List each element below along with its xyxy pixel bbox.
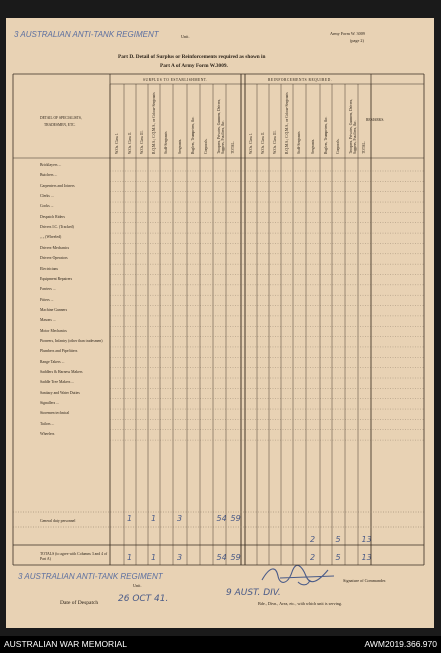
trade-row-label: Carpenters and Joiners [40, 183, 75, 188]
signature-label: Signature of Commander. [343, 578, 387, 583]
reinforcement-column-header: W.Os. Class II. [260, 131, 265, 154]
trade-row-label: Motor Mechanics [40, 328, 67, 333]
trade-row-label: Storemen technical [40, 411, 70, 416]
formation-label: Bde., Divn., Area, etc., with which unit is serving. [258, 601, 342, 606]
handwritten-entry: 54 [216, 553, 227, 562]
trade-row-label: Clerks ... [40, 194, 54, 199]
trade-row-label: Fitters ... [40, 297, 54, 302]
reinforcement-column-header: Troopers, Privates, Gunners, Drivers, Sappers, Fusiliers, &c. [349, 98, 357, 154]
trade-row-label: Drivers-Mechanics [40, 245, 70, 250]
trade-row-label: Farriers ... [40, 287, 56, 292]
trade-row-label: Signallers ... [40, 401, 59, 406]
trade-row-label: Drivers-Operators [40, 256, 68, 261]
handwritten-entry: 13 [361, 553, 372, 562]
trade-row-label: Equipment Repairers [40, 276, 73, 281]
form-title-line1: Part D. Detail of Surplus or Reinforcements required as shown in [118, 54, 266, 60]
reinforcement-column-header: R.Q.M.S.; C.Q.M.S., or Colour-Sergeants [284, 92, 289, 154]
reinforcement-column-header: Sergeants. [310, 138, 315, 154]
surplus-column-header: W.Os. Class II. [127, 131, 132, 154]
surplus-column-header: Troopers, Privates, Gunners, Drivers, Sappers, Fusiliers, &c. [217, 98, 225, 154]
trade-row-label: Saddlers & Harness Makers [40, 370, 83, 374]
surplus-group-header: SURPLUS TO ESTABLISHMENT. [143, 78, 208, 82]
handwritten-entry: 1 [151, 514, 157, 523]
footer-institution: AUSTRALIAN WAR MEMORIAL [4, 639, 127, 649]
trade-row-label: Plumbers and Pipefitters [40, 349, 78, 354]
reinforcement-column-header: Corporals. [336, 138, 340, 154]
trade-row-label: Bricklayers ... [40, 163, 62, 167]
trade-row-label: Range Takers ... [40, 359, 65, 364]
handwritten-entry: 59 [230, 514, 241, 523]
trade-row-label: Electricians [40, 266, 58, 271]
specialists-header-2: TRADESMEN, ETC. [44, 123, 76, 127]
totals-label: TOTALS (to agree with Columns 3 and 4 of Part A) [40, 552, 108, 561]
reinforcement-column-header: Staff-Sergeants [297, 131, 301, 154]
despatch-date: 26 OCT 41. [118, 594, 169, 604]
formation-value: 9 AUST. DIV. [226, 588, 281, 598]
unit-label-bottom: Unit. [133, 583, 142, 588]
handwritten-entry: 3 [177, 514, 183, 523]
trade-row-label: Sanitary and Water Duties [40, 390, 80, 395]
handwritten-entry: 54 [216, 514, 227, 523]
trade-row-label: Drivers I.C. (Tracked) [40, 225, 74, 230]
trade-row-label: Saddle Tree Makers ... [40, 380, 75, 385]
handwritten-entry: 1 [151, 553, 157, 562]
remarks-header: REMARKS. [366, 118, 385, 122]
trade-row-label: Butchers ... [40, 173, 58, 178]
footer-accession: AWM2019.366.970 [364, 639, 437, 649]
reinforcements-group-header: REINFORCEMENTS REQUIRED. [268, 78, 333, 82]
surplus-column-header: TOTAL. [231, 141, 235, 154]
surplus-column-header: Buglers, Trumpeters, &c. [191, 116, 195, 154]
form-page: (page 2) [350, 38, 364, 43]
trade-row-label: Machine Gunners [40, 307, 68, 312]
reinforcement-column-header: Buglers, Trumpeters, &c. [323, 116, 328, 154]
surplus-column-header: Sergeants. [177, 138, 182, 154]
trade-row-label: „ „ (Wheeled) [40, 235, 62, 240]
trade-row-label: Despatch Riders [40, 214, 65, 219]
trade-row-label: Wheelers [40, 432, 55, 437]
surplus-column-header: R.Q.M.S.; C.Q.M.S., or Colour-Sergeants [151, 92, 156, 154]
trade-row-label: Tailors ... [40, 421, 55, 426]
general-duty-label: General duty personnel [40, 519, 76, 523]
surplus-column-header: W.Os. Class III. [139, 130, 144, 154]
reinforcement-column-header: W.Os. Class I. [248, 132, 253, 154]
unit-stamp-top: 3 AUSTRALIAN ANTI-TANK REGIMENT [14, 30, 159, 39]
handwritten-entry: 1 [127, 553, 133, 562]
despatch-label: Date of Despatch [60, 600, 99, 606]
handwritten-entry: 1 [127, 514, 133, 523]
trade-row-label: Pioneers, Infantry (other than tradesmen) [40, 338, 103, 343]
unit-stamp-bottom: 3 AUSTRALIAN ANTI-TANK REGIMENT [18, 572, 163, 581]
handwritten-entry: 13 [361, 535, 372, 544]
handwritten-entry: 2 [310, 553, 316, 562]
form-title-line2: Part A of Army Form W.3009. [160, 63, 228, 69]
handwritten-entry: 3 [177, 553, 183, 562]
handwritten-entry: 2 [310, 535, 316, 544]
unit-label-top: Unit. [181, 34, 190, 39]
surplus-column-header: Staff-Sergeants [164, 131, 168, 154]
specialists-header: DETAIL OF SPECIALISTS, [40, 116, 82, 120]
trade-row-label: Cooks ... [40, 204, 54, 209]
handwritten-entry: 59 [230, 553, 241, 562]
reinforcement-column-header: TOTAL. [362, 141, 366, 154]
form-number: Army Form W. 3009 [330, 31, 365, 36]
surplus-column-header: Corporals. [204, 138, 208, 154]
handwritten-entry: 5 [335, 535, 341, 544]
reinforcement-column-header: W.Os. Class III. [272, 130, 277, 154]
trade-row-label: Masons ... [40, 318, 56, 323]
surplus-column-header: W.Os. Class I. [114, 132, 119, 154]
handwritten-entry: 5 [335, 553, 341, 562]
